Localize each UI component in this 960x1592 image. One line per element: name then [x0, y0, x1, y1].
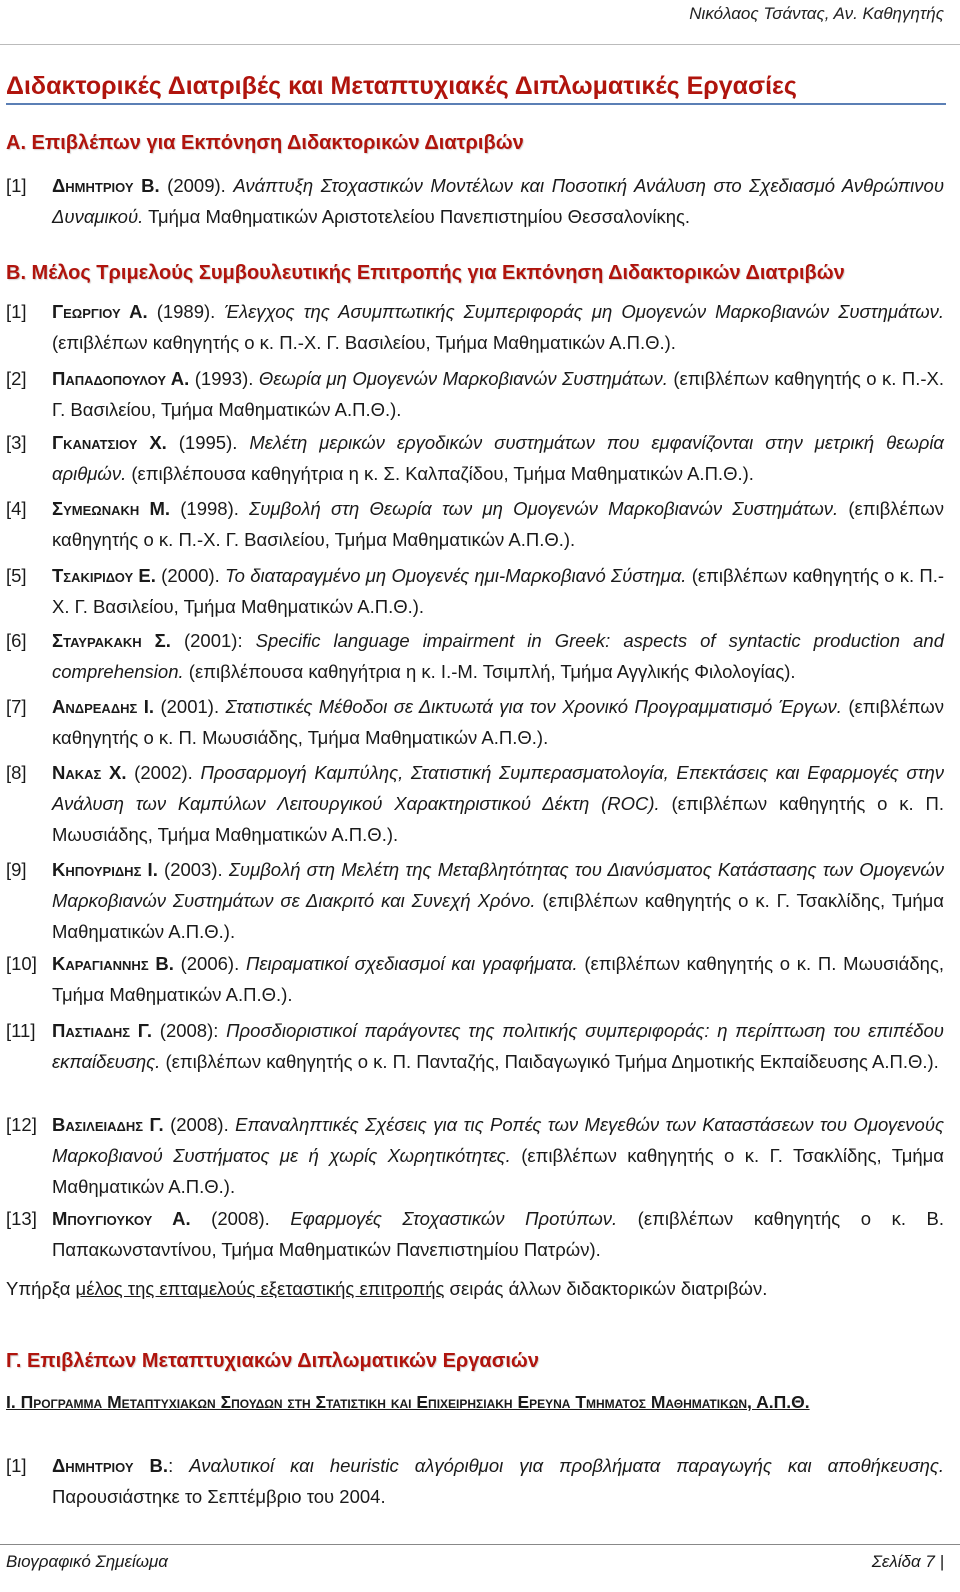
- list-item: [6, 757, 944, 850]
- thesis-title: Συμβολή στη Θεωρία των μη Ομογενών Μαρκοβιανών Συστημάτων.: [249, 498, 839, 519]
- thesis-title: Specific language impairment in Greek: aspects of syntactic production and comprehension.: [52, 630, 944, 682]
- list-item: [6, 427, 944, 489]
- section-c-subtitle: Ι. Προγραμμα Μεταπτυχιακων Σπουδων στη Στατιστικη και Επιχειρησιακη Ερευνα Τμηματος Μαθηματικων, Α.Π.Θ.: [6, 1392, 810, 1412]
- list-item: [6, 948, 944, 1010]
- entry-body: [52, 427, 944, 489]
- entry-number: [13]: [6, 1208, 37, 1229]
- committee-note-link: μέλος της επταμελούς εξεταστικής επιτροπής: [75, 1278, 445, 1299]
- entry-year: (2008):: [152, 1020, 227, 1041]
- entry-details: (επιβλέπων καθηγητής ο κ. Γ. Τσακλίδης, Τμήμα Μαθηματικών Α.Π.Θ.).: [52, 1145, 945, 1197]
- thesis-title: Προσδιοριστικοί παράγοντες της πολιτικής συμπεριφοράς: η περίπτωση του επιπέδου εκπαίδευσης.: [52, 1020, 944, 1072]
- entry-details: (επιβλέπων καθηγητής ο κ. Π.-Χ. Γ. Βασιλείου, Τμήμα Μαθηματικών Α.Π.Θ.).: [52, 565, 944, 617]
- author-name: Νακας Χ.: [52, 762, 127, 783]
- thesis-title: Ανάπτυξη Στοχαστικών Μοντέλων και Ποσοτική Ανάλυση στο Σχεδιασμό Ανθρώπινου Δυναμικού.: [52, 175, 944, 227]
- author-name: Βασιλειαδης Γ.: [52, 1114, 164, 1135]
- entry-body: [52, 948, 944, 1010]
- thesis-title: Θεωρία μη Ομογενών Μαρκοβιανών Συστημάτων.: [258, 368, 668, 389]
- entry-details: (επιβλέπων καθηγητής ο κ. Π.-Χ. Γ. Βασιλείου, Τμήμα Μαθηματικών Α.Π.Θ.).: [52, 368, 944, 420]
- thesis-title: Αναλυτικοί και heuristic αλγόριθμοι για προβλήματα παραγωγής και αποθήκευσης.: [189, 1455, 945, 1476]
- entry-number: [7]: [6, 696, 27, 717]
- list-item: [6, 1109, 944, 1202]
- footer-divider: [0, 1544, 960, 1545]
- entry-details: (επιβλέπουσα καθηγήτρια η κ. Σ. Καλπαζίδου, Τμήμα Μαθηματικών Α.Π.Θ.).: [126, 463, 754, 484]
- page-header-author: Νικόλαος Τσάντας, Αν. Καθηγητής: [689, 4, 944, 23]
- entry-number: [3]: [6, 432, 27, 453]
- list-item: [6, 854, 944, 947]
- entry-body: [52, 560, 944, 622]
- list-item: [6, 625, 944, 687]
- entry-details: (επιβλέπων καθηγητής ο κ. Π.-Χ. Γ. Βασιλείου, Τμήμα Μαθηματικών Α.Π.Θ.).: [52, 498, 944, 550]
- entry-details: (επιβλέπων καθηγητής ο κ. Π. Πανταζής, Παιδαγωγικό Τμήμα Δημοτικής Εκπαίδευσης Α.Π.Θ.).: [160, 1051, 939, 1072]
- section-c-title: Γ. Επιβλέπων Μεταπτυχιακών Διπλωματικών Εργασιών: [6, 1350, 539, 1372]
- entry-number: [5]: [6, 565, 27, 586]
- list-item: [6, 363, 944, 425]
- entry-year: (2001):: [170, 630, 256, 651]
- list-item: [6, 1450, 944, 1512]
- list-item: [6, 1203, 944, 1265]
- entry-body: [52, 170, 944, 232]
- entry-number: [6]: [6, 630, 27, 651]
- author-name: Γεωργιου Α.: [52, 301, 148, 322]
- entry-body: [52, 1015, 944, 1077]
- entry-number: [11]: [6, 1020, 36, 1041]
- header-divider: [0, 44, 960, 45]
- section-b-title: Β. Μέλος Τριμελούς Συμβουλευτικής Επιτροπής για Εκπόνηση Διδακτορικών Διατριβών: [6, 262, 845, 284]
- thesis-title: Πειραματικοί σχεδιασμοί και γραφήματα.: [245, 953, 578, 974]
- entry-year: (1993).: [189, 368, 259, 389]
- entry-body: [52, 691, 944, 753]
- entry-number: [9]: [6, 859, 27, 880]
- committee-note-pre: Υπήρξα: [6, 1278, 76, 1299]
- entry-year: (2008).: [163, 1114, 236, 1135]
- entry-body: [52, 1109, 944, 1202]
- entry-year: (1989).: [147, 301, 225, 322]
- entry-details: Παρουσιάστηκε το Σεπτέμβριο του 2004.: [52, 1486, 386, 1507]
- author-name: Γκανατσιου Χ.: [52, 432, 167, 453]
- entry-year: (2000).: [155, 565, 226, 586]
- entry-year: (2003).: [157, 859, 229, 880]
- main-title: Διδακτορικές Διατριβές και Μεταπτυχιακές Διπλωματικές Εργασίες: [6, 72, 946, 105]
- list-item: [6, 493, 944, 555]
- entry-year: (2001).: [154, 696, 226, 717]
- thesis-title: Επαναληπτικές Σχέσεις για τις Ροπές των Μεγεθών των Καταστάσεων του Ομογενούς Μαρκοβιανού Συστήματος με ή χωρίς Χωρητικότητες.: [52, 1114, 944, 1166]
- thesis-title: Στατιστικές Μέθοδοι σε Δικτυωτά για τον Χρονικό Προγραμματισμό Έργων.: [225, 696, 842, 717]
- entry-year: (1998).: [170, 498, 250, 519]
- thesis-title: Συμβολή στη Μελέτη της Μεταβλητότητας του Διανύσματος Κατάστασης των Ομογενών Μαρκοβιανών Συστημάτων σε Διακριτό και Συνεχή Χρόνο.: [52, 859, 944, 911]
- entry-number: [1]: [6, 301, 27, 322]
- footer-page-number: Σελίδα 7 |: [871, 1552, 944, 1571]
- entry-year: (2002).: [126, 762, 201, 783]
- author-name: Δημητριου Β.: [52, 1455, 169, 1476]
- entry-number: [4]: [6, 498, 27, 519]
- entry-details: (επιβλέπων καθηγητής ο κ. Π. Μωυσιάδης, Τμήμα Μαθηματικών Α.Π.Θ.).: [52, 953, 945, 1005]
- list-item: [6, 691, 944, 753]
- thesis-title: Προσαρμογή Καμπύλης, Στατιστική Συμπερασματολογία, Επεκτάσεις και Εφαρμογές στην Ανάλυση των Καμπύλων Λειτουργικού Χαρακτηριστικού Δέκτη (ROC).: [52, 762, 944, 814]
- entry-body: [52, 757, 944, 850]
- author-name: Σταυρακακη Σ.: [52, 630, 171, 651]
- entry-body: [52, 493, 944, 555]
- thesis-title: Εφαρμογές Στοχαστικών Προτύπων.: [290, 1208, 618, 1229]
- entry-year: (2008).: [190, 1208, 291, 1229]
- author-name: Κηπουριδης Ι.: [52, 859, 158, 880]
- author-name: Ανδρεαδης Ι.: [52, 696, 155, 717]
- thesis-title: Έλεγχος της Ασυμπτωτικής Συμπεριφοράς μη Ομογενών Μαρκοβιανών Συστημάτων.: [224, 301, 944, 322]
- entry-year: (2009).: [159, 175, 234, 196]
- entry-details: (επιβλέπων καθηγητής ο κ. Π. Μωυσιάδης, Τμήμα Μαθηματικών Α.Π.Θ.).: [52, 793, 944, 845]
- list-item: [6, 560, 944, 622]
- entry-details: (επιβλέπουσα καθηγήτρια η κ. Ι.-Μ. Τσιμπλή, Τμήμα Αγγλικής Φιλολογίας).: [183, 661, 796, 682]
- thesis-title: Μελέτη μερικών εργοδικών συστημάτων που εμφανίζονται στην μετρική θεωρία αριθμών.: [52, 432, 944, 484]
- section-a-title: Α. Επιβλέπων για Εκπόνηση Διδακτορικών Διατριβών: [6, 132, 524, 154]
- entry-body: [52, 1450, 944, 1512]
- list-item: [6, 296, 944, 358]
- author-name: Παστιαδης Γ.: [52, 1020, 153, 1041]
- entry-details: Τμήμα Μαθηματικών Αριστοτελείου Πανεπιστημίου Θεσσαλονίκης.: [143, 206, 691, 227]
- entry-details: (επιβλέπων καθηγητής ο κ. Γ. Τσακλίδης, Τμήμα Μαθηματικών Α.Π.Θ.).: [52, 890, 944, 942]
- author-name: Τσακιριδου Ε.: [52, 565, 156, 586]
- footer-title: Βιογραφικό Σημείωμα: [6, 1552, 168, 1571]
- entry-details: (επιβλέπων καθηγητής ο κ. Π. Μωυσιάδης, Τμήμα Μαθηματικών Α.Π.Θ.).: [52, 696, 944, 748]
- entry-body: [52, 363, 944, 425]
- entry-year: :: [168, 1455, 190, 1476]
- entry-year: (1995).: [166, 432, 250, 453]
- entry-number: [8]: [6, 762, 27, 783]
- entry-number: [12]: [6, 1114, 37, 1135]
- committee-note: [6, 1273, 944, 1304]
- list-item: [6, 1015, 944, 1077]
- author-name: Μπουγιουκου Α.: [52, 1208, 191, 1229]
- entry-body: [52, 625, 944, 687]
- entry-body: [52, 854, 944, 947]
- entry-number: [2]: [6, 368, 27, 389]
- author-name: Συμεωνακη Μ.: [52, 498, 171, 519]
- entry-number: [1]: [6, 1455, 27, 1476]
- author-name: Δημητριου Β.: [52, 175, 160, 196]
- entry-year: (2006).: [173, 953, 246, 974]
- thesis-title: Το διαταραγμένο μη Ομογενές ημι-Μαρκοβιανό Σύστημα.: [225, 565, 687, 586]
- entry-number: [1]: [6, 175, 27, 196]
- entry-details: (επιβλέπων καθηγητής ο κ. Π.-Χ. Γ. Βασιλείου, Τμήμα Μαθηματικών Α.Π.Θ.).: [52, 332, 676, 353]
- author-name: Παπαδοπουλου Α.: [52, 368, 190, 389]
- committee-note-post: σειράς άλλων διδακτορικών διατριβών.: [444, 1278, 768, 1299]
- entry-number: [10]: [6, 953, 37, 974]
- entry-body: [52, 1203, 944, 1265]
- author-name: Καραγιαννης Β.: [52, 953, 174, 974]
- entry-details: (επιβλέπων καθηγητής ο κ. Β. Παπακωνσταντίνου, Τμήμα Μαθηματικών Πανεπιστημίου Πατρών).: [52, 1208, 944, 1260]
- entry-body: [52, 296, 944, 358]
- list-item: [6, 170, 944, 232]
